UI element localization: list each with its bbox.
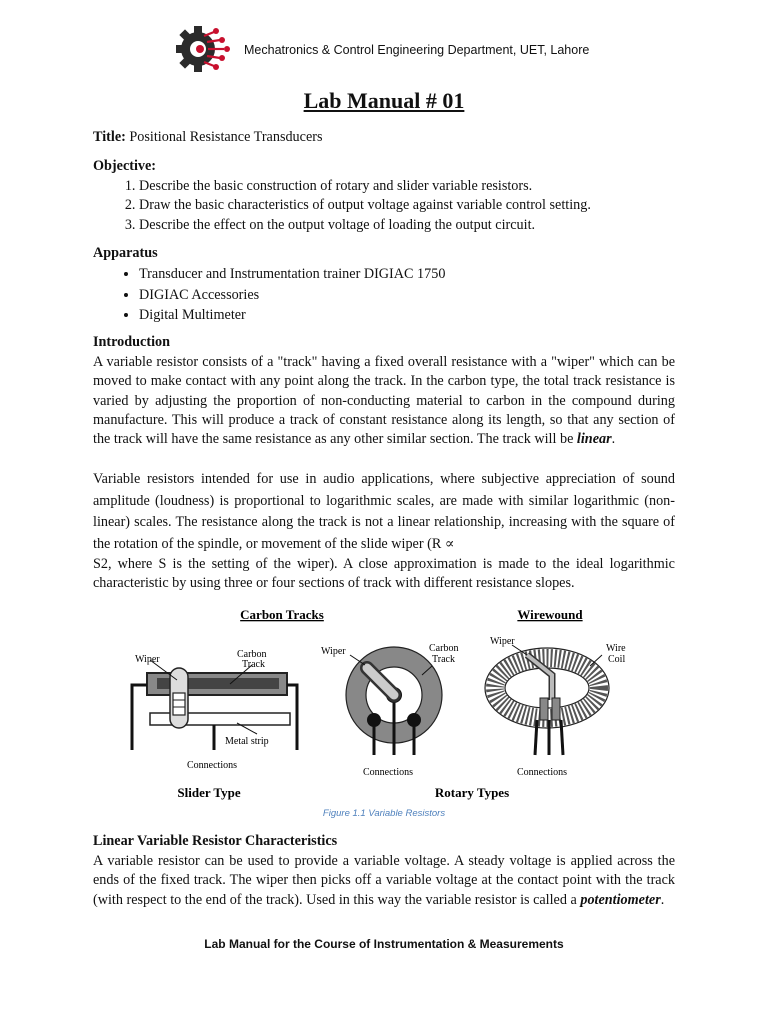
slider-resistor-diagram [132, 649, 297, 800]
introduction-heading: Introduction [93, 334, 170, 350]
apparatus-item: • Transducer and Instrumentation trainer DIGIAC 1750 [139, 264, 445, 285]
introduction-paragraph-2: Variable resistors intended for use in audio applications, where subjective appreciation of sound amplitude (loudness) is proportional to logarithmic scales, are made with similar logarithmic (non-linear) scales. The resistance along the track is not a linear relationship, increasing with the square of the rotation of the spindle, or movement of the slide wiper (R ∝ [93, 471, 675, 552]
metal-strip-label: Metal strip [225, 736, 269, 747]
title-line [93, 129, 323, 146]
wire-wiper-label: Wiper [490, 636, 515, 647]
rotary-wiper-label: Wiper [321, 646, 346, 657]
rotary-track-label: Track [432, 654, 455, 665]
slider-carbon-label: Carbon [237, 649, 267, 660]
objective-item: 2. Draw the basic characteristics of output voltage against variable control setting. [139, 196, 591, 215]
slider-track-label: Track [242, 659, 265, 670]
wirewound-heading: Wirewound [517, 607, 583, 622]
coil-label: Coil [608, 654, 626, 665]
rotary-types-label: Rotary Types [434, 785, 510, 800]
variable-resistors-figure [122, 600, 642, 805]
rotary-resistor-diagram [321, 643, 458, 778]
gear-circuit-logo-icon [174, 22, 234, 76]
page-title: Lab Manual # 01 [303, 88, 465, 113]
slider-connections-label: Connections [187, 760, 237, 771]
wire-label: Wire [606, 643, 626, 654]
apparatus-item: • Digital Multimeter [139, 305, 445, 326]
wire-connections-label: Connections [517, 767, 567, 778]
linear-section-heading: Linear Variable Resistor Characteristics [93, 833, 338, 849]
linear-section-body [93, 852, 675, 910]
title-label: Title: [93, 129, 126, 145]
objective-item: 3. Describe the effect on the output voltage of loading the output circuit. [139, 216, 591, 235]
apparatus-item: • DIGIAC Accessories [139, 285, 445, 306]
objective-list [100, 177, 591, 235]
carbon-tracks-heading: Carbon Tracks [240, 607, 324, 622]
apparatus-list [100, 264, 445, 326]
apparatus-heading: Apparatus [93, 245, 158, 261]
rotary-connections-label: Connections [363, 767, 413, 778]
objective-heading: Objective: [93, 158, 157, 174]
introduction-paragraph-1 [93, 353, 675, 449]
potentiometer-emphasis: potentiometer [580, 891, 661, 908]
objective-item: 1. Describe the basic construction of rotary and slider variable resistors. [139, 177, 591, 196]
title-value: Positional Resistance Transducers [129, 129, 323, 145]
intro-linear-emphasis: linear [576, 431, 612, 448]
wirewound-resistor-diagram [485, 636, 626, 778]
slider-wiper-label: Wiper [135, 654, 160, 665]
figure-caption: Figure 1.1 Variable Resistors [322, 808, 446, 819]
linear-body-text: A variable resistor can be used to provide a variable voltage. A steady voltage is applied across the ends of the fixed track. The wiper then picks off a variable voltage at the contact point with the track (with respect to the end of the track). Used in this way the variable resistor is called a [93, 853, 675, 908]
page-footer: Lab Manual for the Course of Instrumentation & Measurements [204, 937, 564, 951]
department-header: Mechatronics & Control Engineering Department, UET, Lahore [244, 43, 590, 57]
intro-p1-end: . [611, 431, 616, 448]
introduction-paragraph-3: S2, where S is the setting of the wiper). A close approximation is made to the ideal logarithmic characteristic by using three or four sections of track with different resistance slopes. [93, 556, 675, 592]
slider-type-label: Slider Type [177, 785, 241, 800]
rotary-carbon-label: Carbon [429, 643, 459, 654]
intro-p1-text: A variable resistor consists of a "track" having a fixed overall resistance with a "wiper" which can be moved to make contact with any point along the track. In the carbon type, the total track resistance is varied by adjusting the proportion of non-conducting material to carbon in the compound during manufacture. This will produce a track of constant resistance along its length, so that any section of the track will have the same resistance as any other similar section. The track will be [93, 354, 675, 448]
linear-body-end: . [660, 891, 665, 908]
